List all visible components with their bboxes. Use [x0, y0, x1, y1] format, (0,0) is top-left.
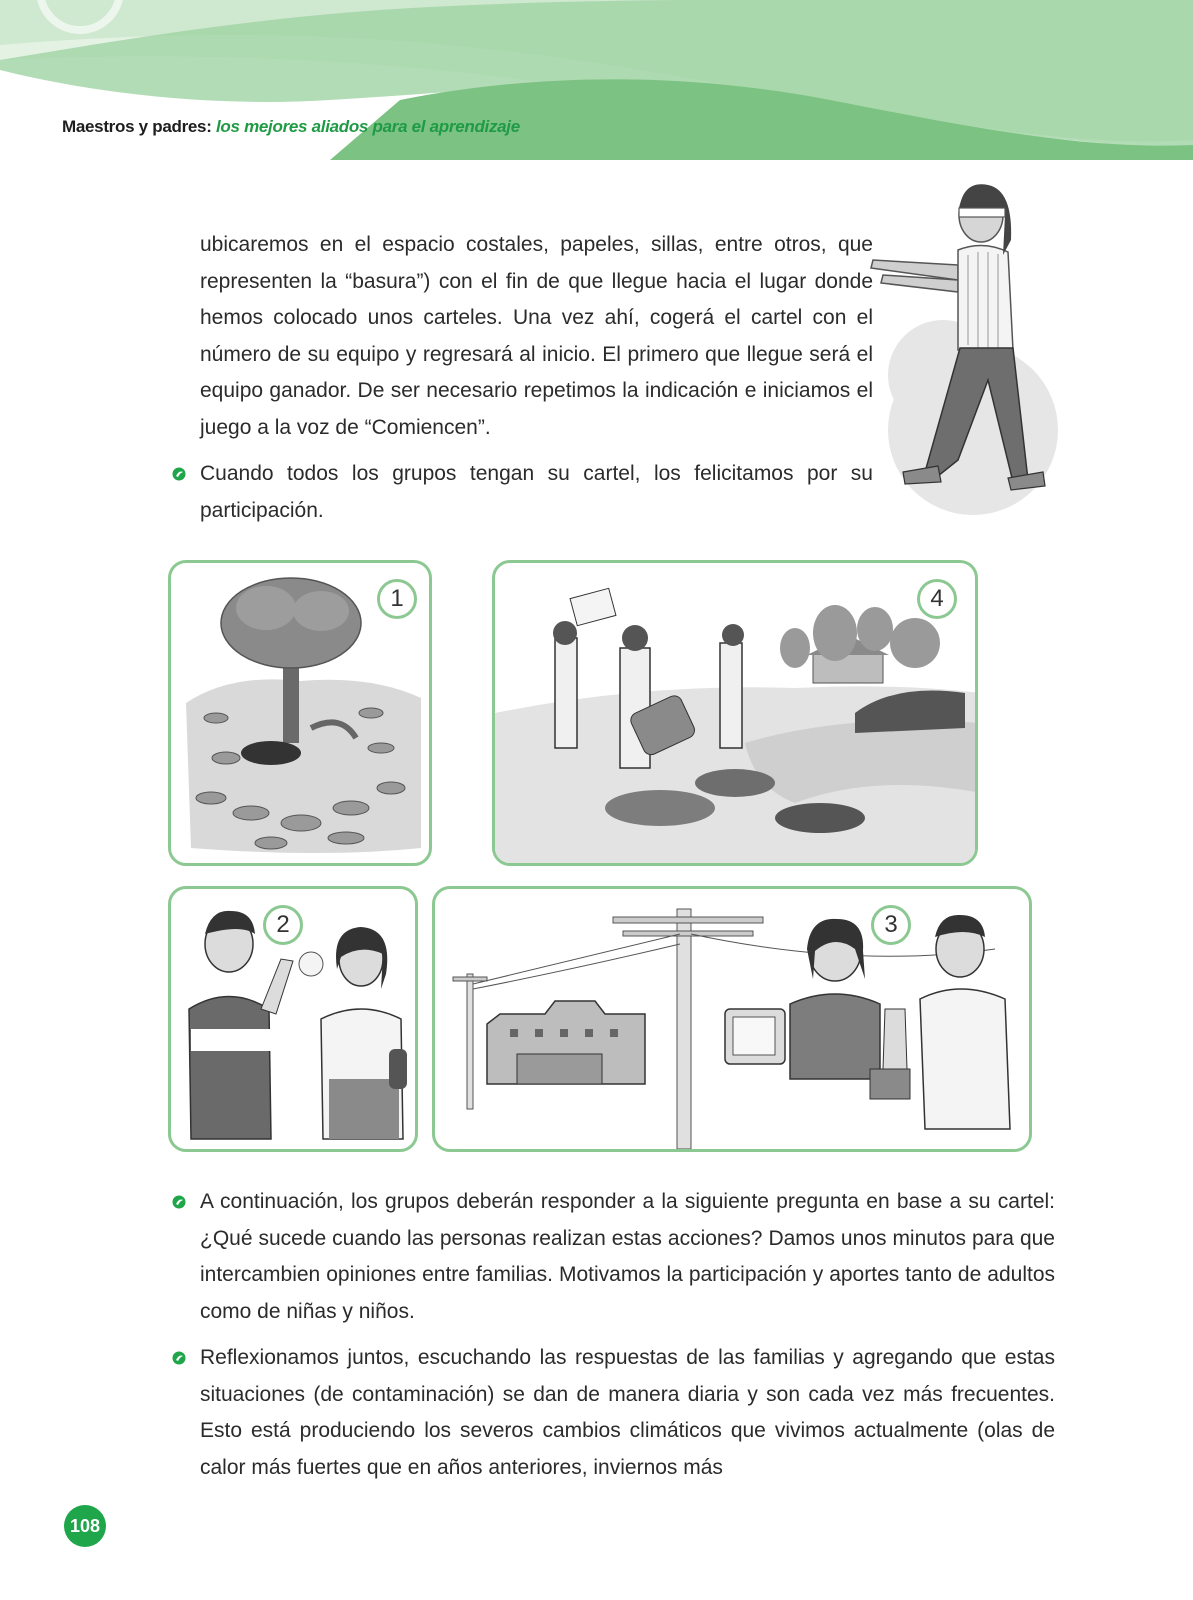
energy-use-illustration: [435, 889, 1032, 1152]
panel-number-4: 4: [917, 579, 957, 619]
panel-3-energy-use: [432, 886, 1032, 1152]
panel-number-2: 2: [263, 905, 303, 945]
leaf-bullet-icon: [172, 1351, 186, 1365]
panel-2-littering: [168, 886, 418, 1152]
panel-1-deforestation: [168, 560, 432, 866]
river-garbage-illustration: [495, 563, 978, 866]
leaf-bullet-icon: [172, 1195, 186, 1209]
header-title-main: Maestros y padres:: [62, 117, 212, 136]
intro-paragraph: ubicaremos en el espacio costales, papeles, sillas, entre otros, que representen la “basura”) con el fin de que llegue hacia el lugar donde hemos colocado unos carteles. Una vez ahí, cogerá el cartel con el número de su equipo y regresará al inicio. El primero que llegue será el equipo ganador. De ser necesario repetimos la indicación e iniciamos el juego a la voz de “Comiencen”.: [200, 233, 873, 439]
bullet-text-2: A continuación, los grupos deberán responder a la siguiente pregunta en base a su cartel: ¿Qué sucede cuando las personas realizan estas acciones? Damos unos minutos para que intercambien opiniones entre familias. Motivamos la participación y aportes tanto de adultos como de niñas y niños.: [200, 1190, 1055, 1323]
bullet-item-3: [200, 1340, 1055, 1486]
leaf-bullet-icon: [172, 467, 186, 481]
blindfolded-woman-illustration: [863, 180, 1073, 540]
bullet-item-1: [200, 456, 873, 529]
bullet-text-1: Cuando todos los grupos tengan su cartel, los felicitamos por su participación.: [200, 462, 873, 522]
panel-number-3: 3: [871, 905, 911, 945]
panel-4-river-pollution: [492, 560, 978, 866]
running-header: [62, 117, 520, 137]
page-number-badge: 108: [64, 1505, 106, 1547]
panel-number-1: 1: [377, 579, 417, 619]
header-title-subtitle: los mejores aliados para el aprendizaje: [216, 117, 520, 136]
bullet-text-3: Reflexionamos juntos, escuchando las respuestas de las familias y agregando que estas situaciones (de contaminación) se dan de manera diaria y son cada vez más frecuentes. Esto está produciendo los severos cambios climáticos que vivimos actualmente (olas de calor más fuertes que en años anteriores, inviernos más: [200, 1346, 1055, 1479]
bullet-item-2: [200, 1184, 1055, 1330]
